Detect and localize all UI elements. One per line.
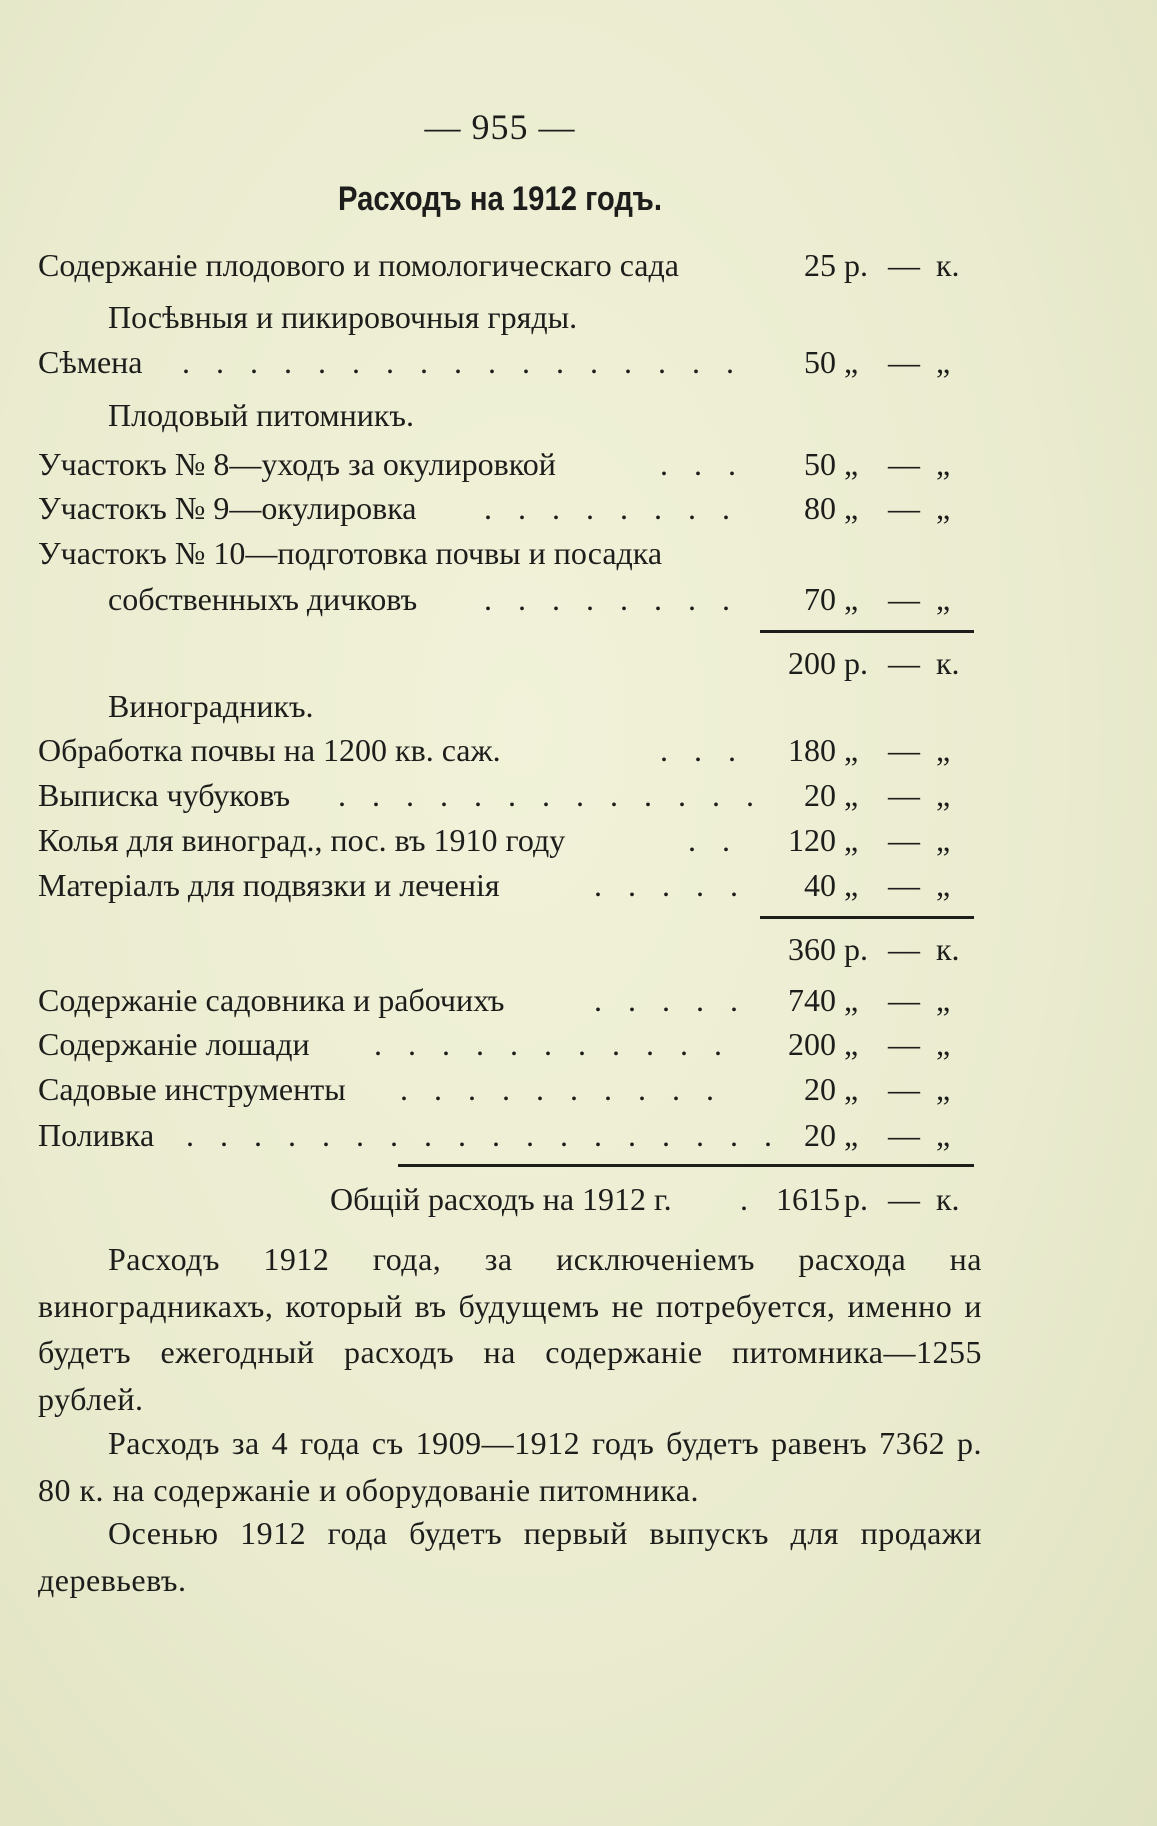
row-kop: „ [936,982,951,1018]
row-label: Сѣмена [38,344,143,380]
row-unit: „ [844,777,859,813]
row-label: Выписка чубуковъ [38,777,291,813]
section-heading: Расходъ на 1912 годъ. [337,180,662,218]
row-label: Посѣвныя и пикировочныя гряды. [108,299,578,335]
row-unit: „ [844,732,859,768]
expense-row [0,862,1157,908]
expense-row [0,339,1157,385]
row-label: собственныхъ дичковъ [108,581,418,617]
row-amount: 80 [804,490,836,526]
leader-dots: . . . . . . . . . . . . . . . . . [182,344,743,380]
row-amount: 20 [804,777,836,813]
row-label: Участокъ № 10—подготовка почвы и посадка [38,535,663,571]
row-label: Матеріалъ для подвязки и леченія [38,867,500,903]
row-kop: к. [936,645,960,681]
row-kop: к. [936,1181,960,1217]
subtotal-row [0,640,1157,686]
row-dash: — [888,1181,920,1217]
row-dash: — [888,1026,920,1062]
row-dash: — [888,490,920,526]
row-kop: „ [936,1071,951,1107]
leader-dots: . [740,1181,757,1217]
subtotal-row [0,926,1157,972]
subtotal-rule [760,630,974,633]
total-row [0,1176,1157,1222]
row-amount: 50 [804,344,836,380]
row-unit: р. [844,645,868,681]
subsection-heading [0,683,1157,729]
row-amount: 25 [804,247,836,283]
paragraph: Расходъ за 4 года съ 1909—1912 годъ будетъ равенъ 7362 р. 80 к. на содержаніе и оборудованіе питомника. [38,1425,982,1508]
leader-dots: . . . . . [594,867,747,903]
row-unit: „ [844,490,859,526]
row-label: Колья для виноград., пос. въ 1910 году [38,822,566,858]
row-kop: „ [936,344,951,380]
row-dash: — [888,777,920,813]
row-label: Поливка [38,1117,155,1153]
row-kop: „ [936,446,951,482]
row-label: Участокъ № 9—окулировка [38,490,417,526]
row-unit: „ [844,1117,859,1153]
leader-dots: . . . [660,732,745,768]
leader-dots: . . . . . . . . . . . [374,1026,731,1062]
row-dash: — [888,732,920,768]
leader-dots: . . . . . . . . [484,490,739,526]
subsection-heading [0,392,1157,438]
row-amount: 740 [788,982,836,1018]
row-amount: 20 [804,1117,836,1153]
row-unit: „ [844,1026,859,1062]
row-dash: — [888,822,920,858]
subsection-heading [0,294,1157,340]
row-dash: — [888,982,920,1018]
leader-dots: . . . [660,446,745,482]
row-label: Содержаніе садовника и рабочихъ [38,982,505,1018]
total-rule [398,1164,974,1167]
expense-row [0,485,1157,531]
expense-row [0,1066,1157,1112]
row-label: Виноградникъ. [108,688,314,724]
row-amount: 360 [788,931,836,967]
row-kop: к. [936,931,960,967]
row-label: Содержаніе плодового и помологическаго сада [38,247,679,283]
row-label: Садовые инструменты [38,1071,346,1107]
expense-row [0,1021,1157,1067]
row-amount: 50 [804,446,836,482]
row-unit: „ [844,822,859,858]
leader-dots: . . . . . . . . . . . . . . . . . . [186,1117,781,1153]
row-amount: 200 [788,645,836,681]
leader-dots: . . . . . . . . . . . . . [338,777,763,813]
row-kop: „ [936,732,951,768]
expense-row [0,977,1157,1023]
row-dash: — [888,247,920,283]
leader-dots: . . [688,822,739,858]
row-amount: 40 [804,867,836,903]
row-dash: — [888,931,920,967]
expense-row [0,727,1157,773]
expense-row [0,1112,1157,1158]
row-amount: 20 [804,1071,836,1107]
expense-row [0,576,1157,622]
row-label: Участокъ № 8—уходъ за окулировкой [38,446,556,482]
row-kop: „ [936,490,951,526]
expense-row [0,817,1157,863]
expense-row [0,242,1157,288]
row-amount: 70 [804,581,836,617]
leader-dots: . . . . . . . . [484,581,739,617]
row-amount: 1615 [776,1181,840,1217]
row-unit: р. [844,931,868,967]
row-kop: „ [936,1117,951,1153]
row-unit: „ [844,344,859,380]
row-kop: „ [936,777,951,813]
row-dash: — [888,446,920,482]
row-label: Обработка почвы на 1200 кв. саж. [38,732,501,768]
paragraph: Осенью 1912 года будетъ первый выпускъ для продажи деревьевъ. [38,1515,982,1598]
row-unit: р. [844,247,868,283]
row-kop: „ [936,867,951,903]
row-dash: — [888,867,920,903]
row-unit: „ [844,446,859,482]
row-amount: 180 [788,732,836,768]
row-unit: „ [844,1071,859,1107]
row-label: Общій расходъ на 1912 г. [330,1181,672,1217]
leader-dots: . . . . . [594,982,747,1018]
subtotal-rule [760,916,974,919]
row-kop: к. [936,247,960,283]
expense-row [0,441,1157,487]
expense-row [0,530,1157,576]
row-unit: р. [844,1181,868,1217]
row-dash: — [888,1071,920,1107]
row-dash: — [888,1117,920,1153]
row-unit: „ [844,581,859,617]
row-dash: — [888,344,920,380]
row-label: Плодовый питомникъ. [108,397,414,433]
row-label: Содержаніе лошади [38,1026,310,1062]
row-amount: 120 [788,822,836,858]
leader-dots: . . . . . . . . . . [400,1071,723,1107]
row-unit: „ [844,982,859,1018]
row-kop: „ [936,822,951,858]
row-unit: „ [844,867,859,903]
row-dash: — [888,645,920,681]
paragraph: Расходъ 1912 года, за исключеніемъ расхода на виноградникахъ, который въ будущемъ не потребуется, именно и будетъ ежегодный расходъ на содержаніе питомника—1255 рублей. [38,1241,982,1417]
expense-row [0,772,1157,818]
row-kop: „ [936,581,951,617]
row-amount: 200 [788,1026,836,1062]
row-dash: — [888,581,920,617]
page-number: — 955 — [424,107,576,147]
row-kop: „ [936,1026,951,1062]
